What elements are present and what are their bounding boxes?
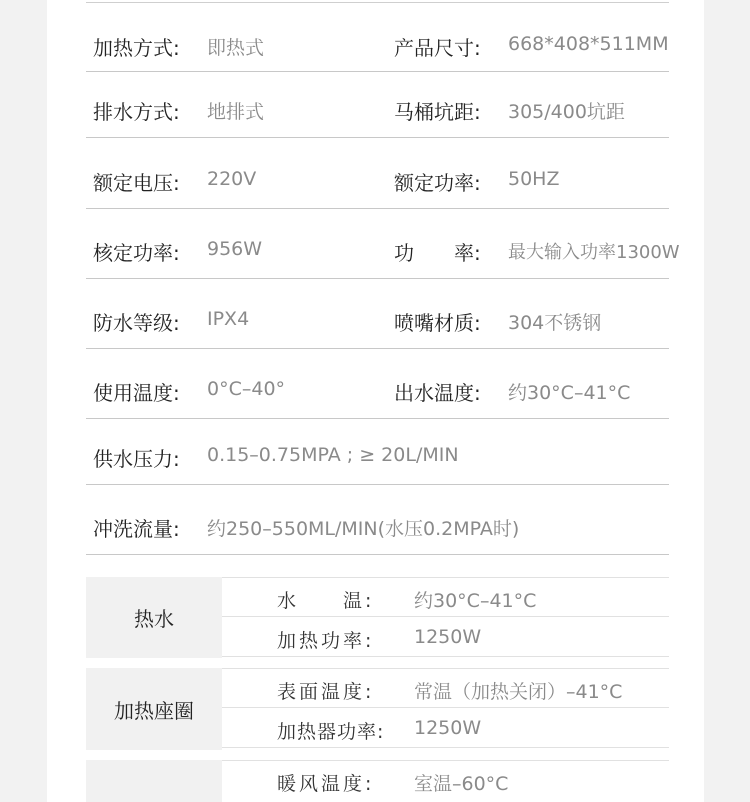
spec-row bbox=[86, 209, 680, 279]
spec-value: 约250–550ML/MIN(水压0.2MPA时) bbox=[207, 518, 520, 540]
feature-category: 热水 bbox=[86, 577, 222, 658]
feature-label: 表面温度: bbox=[277, 681, 375, 703]
feature-value: 约30°C–41°C bbox=[414, 590, 537, 612]
spec-label: 冲洗流量: bbox=[93, 517, 180, 541]
spec-value: 305/400坑距 bbox=[508, 101, 625, 123]
spec-value: IPX4 bbox=[207, 308, 250, 330]
spec-label: 加热方式: bbox=[93, 36, 180, 60]
feature-value: 常温（加热关闭）–41°C bbox=[414, 681, 623, 703]
feature-block bbox=[86, 668, 669, 750]
spec-value: 地排式 bbox=[207, 101, 265, 123]
feature-label: 加热功率: bbox=[277, 630, 375, 652]
spec-label: 产品尺寸: bbox=[394, 36, 481, 60]
feature-item bbox=[222, 577, 669, 617]
spec-label: 额定功率: bbox=[394, 171, 481, 195]
spec-value: 220V bbox=[207, 168, 257, 190]
divider bbox=[222, 760, 669, 761]
divider bbox=[222, 656, 669, 657]
feature-item bbox=[222, 708, 669, 748]
spec-label: 额定电压: bbox=[93, 171, 180, 195]
feature-value: 室温–60°C bbox=[414, 773, 509, 795]
spec-label: 马桶坑距: bbox=[394, 100, 481, 124]
feature-label: 加热器功率: bbox=[277, 721, 385, 743]
feature-value: 1250W bbox=[414, 626, 482, 648]
spec-label: 排水方式: bbox=[93, 100, 180, 124]
divider bbox=[222, 668, 669, 669]
spec-label: 喷嘴材质: bbox=[394, 311, 481, 335]
spec-label: 防水等级: bbox=[93, 311, 180, 335]
spec-label: 功 率: bbox=[394, 241, 481, 265]
feature-value: 1250W bbox=[414, 717, 482, 739]
divider bbox=[86, 554, 669, 555]
spec-row bbox=[86, 279, 669, 349]
spec-value: 50HZ bbox=[508, 168, 560, 190]
feature-label: 暖风温度: bbox=[277, 773, 375, 795]
feature-category: 加热座圈 bbox=[86, 668, 222, 750]
spec-label: 使用温度: bbox=[93, 381, 180, 405]
spec-value: 956W bbox=[207, 238, 263, 260]
spec-row bbox=[86, 349, 669, 419]
spec-value: 0°C–40° bbox=[207, 378, 286, 400]
feature-item bbox=[222, 760, 669, 800]
spec-value: 668*408*511MM bbox=[508, 33, 669, 55]
spec-row-wide bbox=[86, 419, 669, 485]
feature-block bbox=[86, 760, 669, 802]
spec-row bbox=[86, 72, 669, 138]
feature-label: 水 温: bbox=[277, 590, 375, 612]
spec-value: 最大输入功率1300W bbox=[508, 242, 680, 263]
divider bbox=[222, 577, 669, 578]
feature-item bbox=[222, 617, 669, 657]
divider bbox=[222, 747, 669, 748]
spec-label: 供水压力: bbox=[93, 447, 180, 471]
spec-label: 核定功率: bbox=[93, 241, 180, 265]
spec-value: 约30°C–41°C bbox=[508, 382, 631, 404]
feature-category bbox=[86, 760, 222, 802]
spec-value: 即热式 bbox=[207, 37, 265, 59]
spec-value: 0.15–0.75MPA ; ≥ 20L/MIN bbox=[207, 444, 459, 466]
feature-item bbox=[222, 668, 669, 708]
spec-row-wide bbox=[86, 485, 669, 555]
feature-block bbox=[86, 577, 669, 658]
spec-row bbox=[86, 138, 669, 209]
spec-label: 出水温度: bbox=[394, 381, 481, 405]
spec-row bbox=[86, 3, 669, 72]
spec-value: 304不锈钢 bbox=[508, 312, 602, 334]
